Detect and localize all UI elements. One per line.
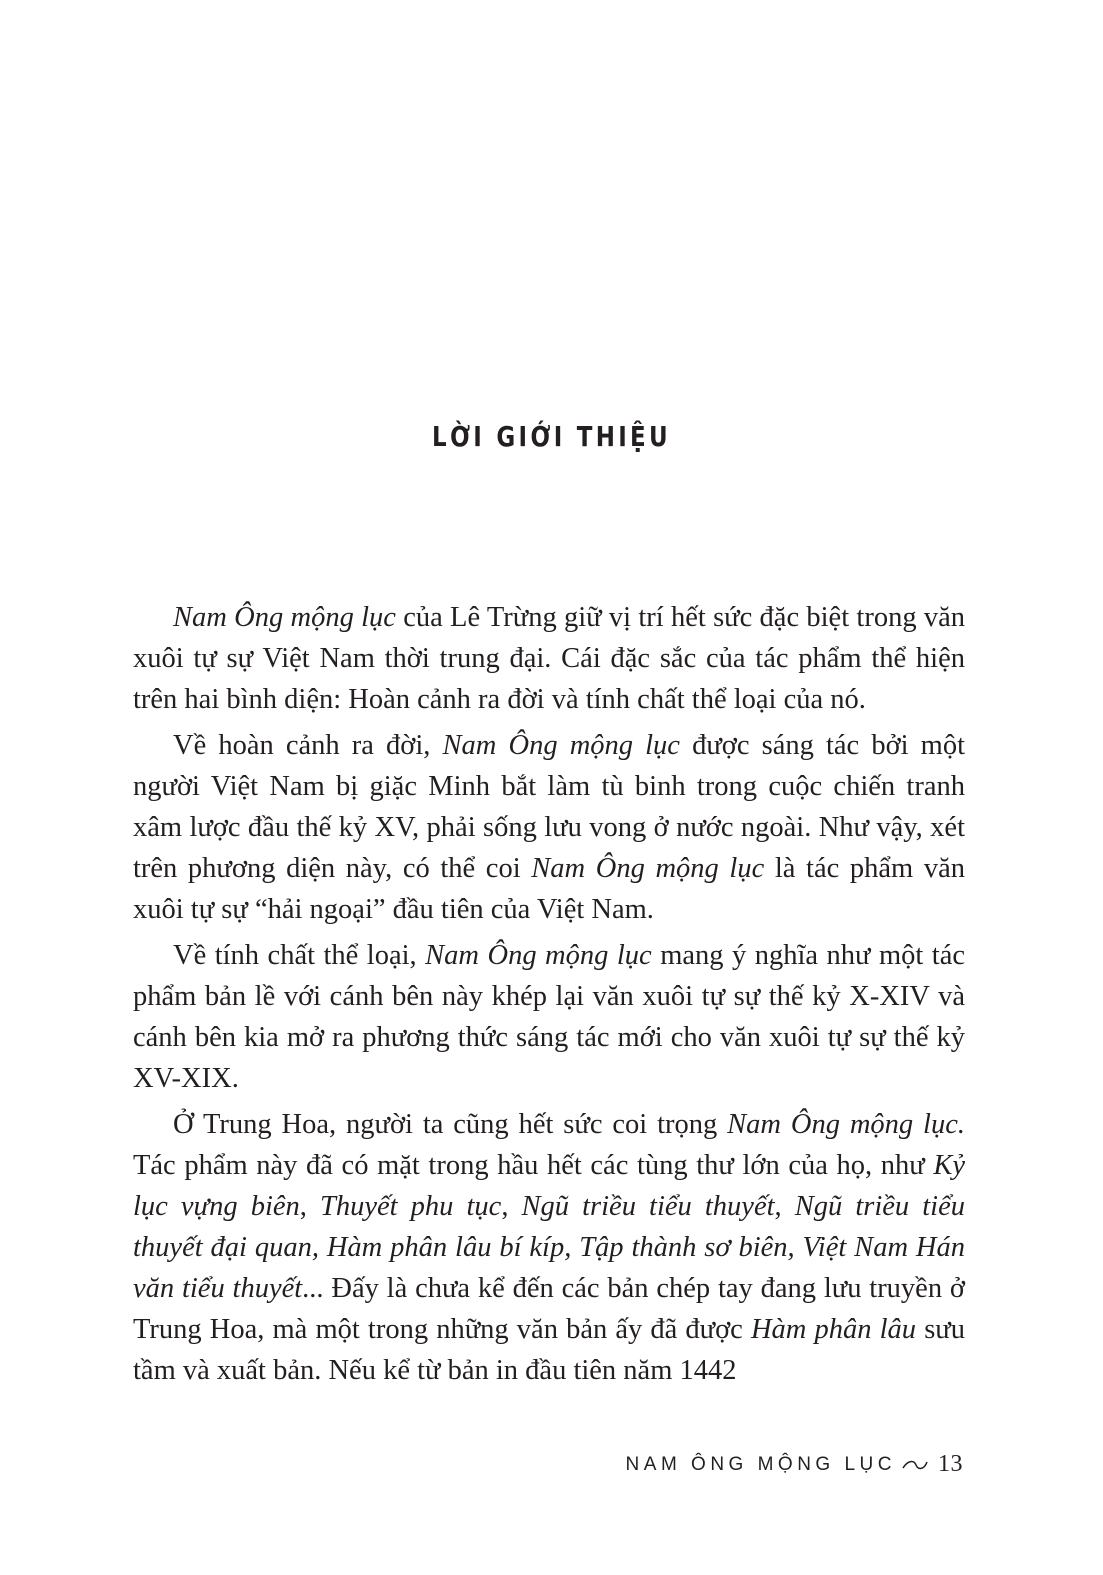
text-span: , [299, 1191, 320, 1222]
text-span: sưu tầm và xuất bản. Nếu kể từ bản in đầu tiên năm 1442 [133, 1314, 965, 1386]
text-span: Ở Trung Hoa, người ta cũng hết sức coi trọng [173, 1109, 728, 1140]
text-span: Nam Ông mộng lục. [727, 1109, 965, 1140]
paragraph [133, 935, 965, 1099]
text-span: Thuyết phu tục [319, 1191, 502, 1222]
text-span: Về hoàn cảnh ra đời, [173, 730, 443, 761]
body-text [133, 597, 965, 1396]
text-span: Nam Ông mộng lục [442, 730, 680, 761]
text-span: Nam Ông mộng lục [425, 940, 652, 971]
text-span: Ngũ triều tiểu thuyết [521, 1191, 775, 1222]
text-span: Về tính chất thể loại, [173, 940, 426, 971]
paragraph [133, 725, 965, 930]
page-number: 13 [938, 1451, 963, 1477]
running-footer [626, 1451, 963, 1478]
tilde-swash-icon [902, 1458, 928, 1472]
text-span: , [774, 1191, 795, 1222]
text-span: của Lê Trừng giữ vị trí hết sức đặc biệt trong văn xuôi tự sự Việt Nam thời trung đại. Cái đặc sắc của tác phẩm thể hiện trên hai bình diện: Hoàn cảnh ra đời và tính chất thể loại của nó. [133, 602, 965, 715]
text-span: mang ý nghĩa như một tác phẩm bản lề với cánh bên này khép lại văn xuôi tự sự thế kỷ X-XIV và cánh bên kia mở ra phương thức sáng tác mới cho văn xuôi tự sự thế kỷ XV-XIX. [133, 940, 966, 1094]
chapter-heading: LỜI GIỚI THIỆU [432, 420, 671, 453]
text-span: ... Đấy là chưa kể đến các bản chép tay đang lưu truyền ở Trung Hoa, mà một trong những văn bản ấy đã được [133, 1273, 965, 1345]
text-span: được sáng tác bởi một người Việt Nam bị giặc Minh bắt làm tù binh trong cuộc chiến tranh xâm lược đầu thế kỷ XV, phải sống lưu vong ở nước ngoài. Như vậy, xét trên phương diện này, có thể coi [133, 730, 966, 884]
text-span: , [501, 1191, 522, 1222]
text-span: Ngũ triều tiểu thuyết đại quan, Hàm phân lâu bí kíp, Tập thành sơ biên, Việt Nam Hán văn tiểu thuyết [133, 1191, 965, 1304]
text-span: là tác phẩm văn xuôi tự sự “hải ngoại” đầu tiên của Việt Nam. [133, 853, 966, 925]
text-span: Hàm phân lâu [750, 1314, 917, 1345]
text-span: Kỷ lục vựng biên [133, 1150, 965, 1222]
paragraph [133, 1104, 965, 1391]
text-span: Tác phẩm này đã có mặt trong hầu hết các tùng thư lớn của họ, như [133, 1150, 934, 1181]
footer-book-title: NAM ÔNG MỘNG LỤC [625, 1453, 896, 1475]
text-span: Nam Ông mộng lục [531, 853, 765, 884]
text-span: Nam Ông mộng lục [173, 602, 396, 633]
paragraph [133, 597, 965, 720]
